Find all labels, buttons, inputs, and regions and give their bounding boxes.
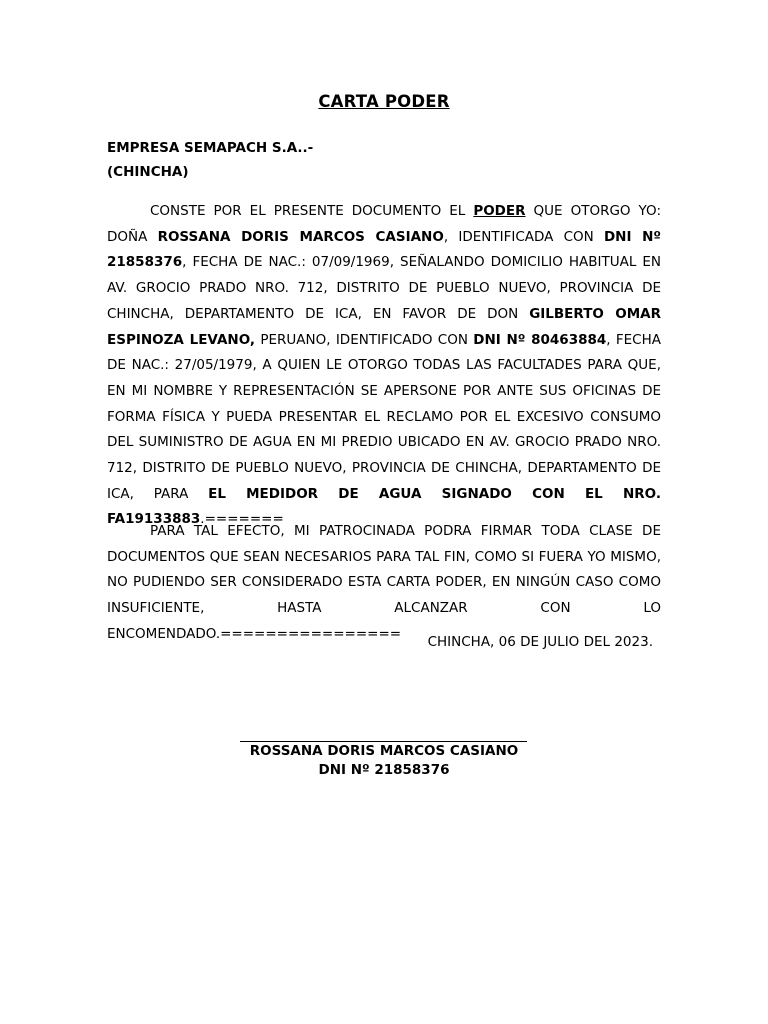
paragraph-text: QUE OTORGO YO: DOÑA — [107, 203, 661, 245]
signatory-name: ROSSANA DORIS MARCOS CASIANO — [249, 743, 519, 759]
place-date-line: CHINCHA, 06 DE JULIO DEL 2023. — [427, 634, 653, 650]
paragraph-text: , FECHA DE NAC.: 27/05/1979, A QUIEN LE OTORGO TODAS LAS FACULTADES PARA QUE, EN MI NOMBRE Y REPRESENTACIÓN SE APERSONE POR ANTE SUS OFICINAS DE FORMA FÍSICA Y PUEDA PRESENTAR EL RECLAMO POR EL EXCESIVO CONSUMO DEL SUMINISTRO DE AGUA EN MI PREDIO UBICADO EN AV. GROCIO PRADO NRO. 712, DISTRITO DE PUEBLO NUEVO, PROVINCIA DE CHINCHA, DEPARTAMENTO DE ICA, PARA — [107, 331, 661, 502]
paragraph-grant — [107, 199, 661, 533]
paragraph-text: PERUANO, IDENTIFICADO CON — [255, 331, 474, 348]
document-title: CARTA PODER — [318, 92, 450, 111]
paragraph-powers — [107, 519, 661, 648]
grantor-dni: DNI Nº 21858376 — [107, 228, 661, 271]
water-meter-reference: EL MEDIDOR DE AGUA SIGNADO CON EL NRO. FA19133883 — [107, 485, 661, 528]
addressee-block — [107, 136, 313, 184]
grantor-name: ROSSANA DORIS MARCOS CASIANO — [157, 228, 444, 245]
attorney-name: GILBERTO OMAR ESPINOZA LEVANO, — [107, 305, 661, 348]
signature-line — [240, 741, 527, 742]
addressee-company: EMPRESA SEMAPACH S.A..- — [107, 140, 314, 156]
signatory-dni: DNI Nº 21858376 — [318, 762, 450, 778]
paragraph-text: .======= — [200, 511, 284, 528]
attorney-dni: DNI Nº 80463884 — [473, 331, 607, 348]
paragraph-text: , FECHA DE NAC.: 07/09/1969, SEÑALANDO DOMICILIO HABITUAL EN AV. GROCIO PRADO NRO. 712, DISTRITO DE PUEBLO NUEVO, PROVINCIA DE CHINCHA, DEPARTAMENTO DE ICA, EN FAVOR DE DON — [107, 254, 661, 322]
poder-keyword: PODER — [473, 203, 526, 219]
paragraph-text: , IDENTIFICADA CON — [443, 228, 604, 245]
paragraph-text: CONSTE POR EL PRESENTE DOCUMENTO EL — [150, 203, 474, 219]
paragraph-text: PARA TAL EFECTO, MI PATROCINADA PODRA FIRMAR TODA CLASE DE DOCUMENTOS QUE SEAN NECESARIOS PARA TAL FIN, COMO SI FUERA YO MISMO, NO PUDIENDO SER CONSIDERADO ESTA CARTA PODER, EN NINGÚN CASO COMO INSUFICIENTE, HASTA ALCANZAR CON LO ENCOMENDADO.================ — [107, 523, 661, 642]
addressee-city: (CHINCHA) — [107, 164, 189, 180]
